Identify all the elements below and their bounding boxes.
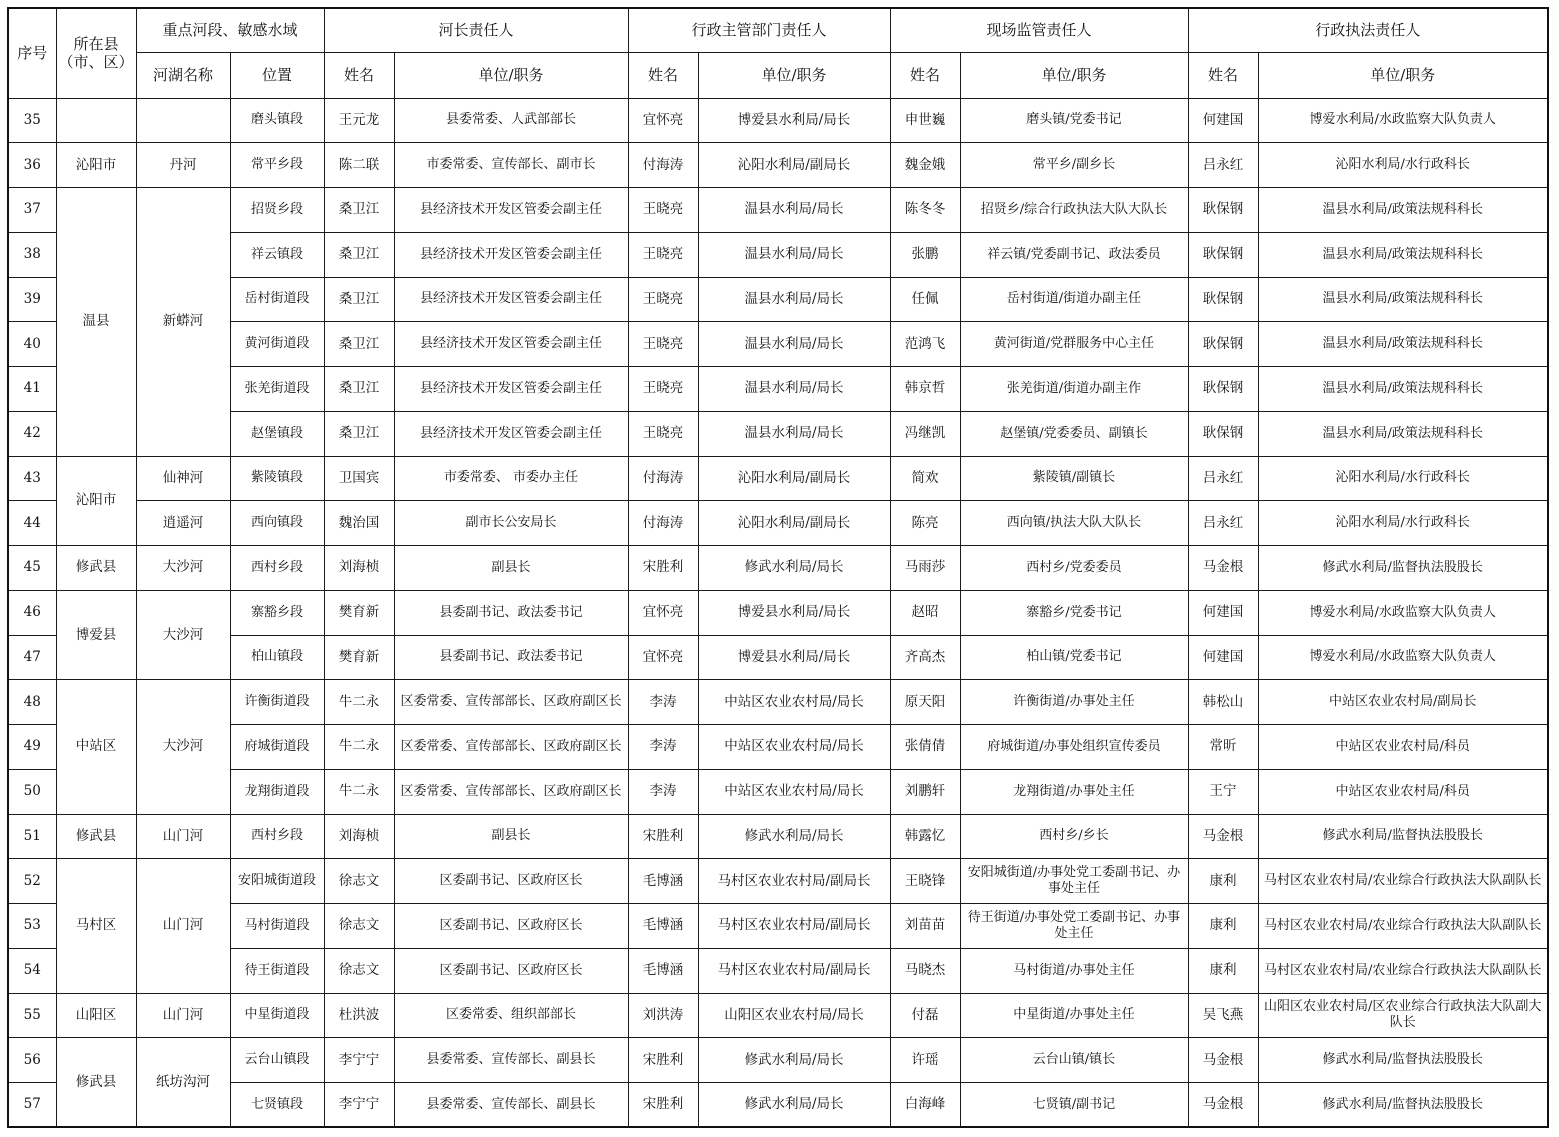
enforcer-unit-cell: 博爱水利局/水政监察大队负责人 xyxy=(1258,590,1548,635)
table-row xyxy=(8,546,1548,591)
river-chief-name-cell: 刘海桢 xyxy=(324,814,394,859)
supervisor-name-cell: 刘鹏轩 xyxy=(890,769,960,814)
seq-cell: 46 xyxy=(8,590,56,635)
enforcer-name-cell: 耿保钢 xyxy=(1188,411,1258,456)
seq-cell: 48 xyxy=(8,680,56,725)
enforcer-name-cell: 吕永红 xyxy=(1188,456,1258,501)
river-chief-unit-cell: 县经济技术开发区管委会副主任 xyxy=(394,322,628,367)
river-chief-unit-cell: 区委常委、宣传部部长、区政府副区长 xyxy=(394,680,628,725)
river-chief-name-cell: 牛二永 xyxy=(324,769,394,814)
supervisor-unit-cell: 祥云镇/党委副书记、政法委员 xyxy=(960,232,1188,277)
admin-name-cell: 王晓亮 xyxy=(628,411,698,456)
seq-cell: 37 xyxy=(8,188,56,233)
enforcer-name-cell: 马金根 xyxy=(1188,546,1258,591)
enforcer-unit-cell: 温县水利局/政策法规科科长 xyxy=(1258,188,1548,233)
county-cell: 温县 xyxy=(56,188,136,457)
river-chief-name-cell: 刘海桢 xyxy=(324,546,394,591)
admin-unit-cell: 马村区农业农村局/副局长 xyxy=(698,948,890,993)
supervisor-unit-cell: 云台山镇/镇长 xyxy=(960,1038,1188,1083)
location-cell: 招贤乡段 xyxy=(230,188,324,233)
county-cell: 修武县 xyxy=(56,546,136,591)
river-chief-name-cell: 桑卫江 xyxy=(324,322,394,367)
location-cell: 云台山镇段 xyxy=(230,1038,324,1083)
admin-name-cell: 王晓亮 xyxy=(628,322,698,367)
enforcer-unit-cell: 温县水利局/政策法规科科长 xyxy=(1258,232,1548,277)
admin-name-cell: 宜怀亮 xyxy=(628,98,698,143)
admin-unit-cell: 中站区农业农村局/局长 xyxy=(698,725,890,770)
admin-unit-cell: 马村区农业农村局/副局长 xyxy=(698,859,890,904)
admin-unit-cell: 温县水利局/局长 xyxy=(698,411,890,456)
supervisor-name-cell: 刘苗苗 xyxy=(890,904,960,949)
seq-cell: 44 xyxy=(8,501,56,546)
enforcer-unit-cell: 温县水利局/政策法规科科长 xyxy=(1258,277,1548,322)
supervisor-unit-cell: 寨豁乡/党委书记 xyxy=(960,590,1188,635)
admin-unit-cell: 修武水利局/局长 xyxy=(698,546,890,591)
supervisor-unit-cell: 许衡街道/办事处主任 xyxy=(960,680,1188,725)
supervisor-name-cell: 韩露忆 xyxy=(890,814,960,859)
table-row xyxy=(8,143,1548,188)
enforcer-name-cell: 康利 xyxy=(1188,904,1258,949)
location-cell: 柏山镇段 xyxy=(230,635,324,680)
header-unit-post: 单位/职务 xyxy=(698,52,890,98)
enforcer-name-cell: 王宁 xyxy=(1188,769,1258,814)
supervisor-unit-cell: 西村乡/党委委员 xyxy=(960,546,1188,591)
admin-unit-cell: 沁阳水利局/副局长 xyxy=(698,501,890,546)
enforcer-unit-cell: 温县水利局/政策法规科科长 xyxy=(1258,367,1548,412)
river-chief-name-cell: 陈二联 xyxy=(324,143,394,188)
county-cell: 山阳区 xyxy=(56,993,136,1038)
enforcer-unit-cell: 沁阳水利局/水行政科长 xyxy=(1258,456,1548,501)
enforcer-name-cell: 耿保钢 xyxy=(1188,367,1258,412)
river-chief-unit-cell: 市委常委、宣传部长、副市长 xyxy=(394,143,628,188)
river-chief-unit-cell: 副市长公安局长 xyxy=(394,501,628,546)
supervisor-unit-cell: 马村街道/办事处主任 xyxy=(960,948,1188,993)
table-row xyxy=(8,98,1548,143)
river-chief-unit-cell: 副县长 xyxy=(394,814,628,859)
admin-unit-cell: 博爱县水利局/局长 xyxy=(698,635,890,680)
admin-unit-cell: 马村区农业农村局/副局长 xyxy=(698,904,890,949)
admin-unit-cell: 博爱县水利局/局长 xyxy=(698,98,890,143)
seq-cell: 38 xyxy=(8,232,56,277)
river-chief-unit-cell: 县委常委、宣传部长、副县长 xyxy=(394,1083,628,1128)
enforcer-unit-cell: 修武水利局/监督执法股股长 xyxy=(1258,814,1548,859)
river-chief-name-cell: 桑卫江 xyxy=(324,188,394,233)
admin-name-cell: 宋胜利 xyxy=(628,814,698,859)
river-chief-unit-cell: 区委副书记、区政府区长 xyxy=(394,904,628,949)
table-row xyxy=(8,501,1548,546)
supervisor-unit-cell: 招贤乡/综合行政执法大队大队长 xyxy=(960,188,1188,233)
river-chief-unit-cell: 区委常委、宣传部部长、区政府副区长 xyxy=(394,725,628,770)
river-chief-unit-cell: 县经济技术开发区管委会副主任 xyxy=(394,188,628,233)
supervisor-name-cell: 许瑶 xyxy=(890,1038,960,1083)
enforcer-name-cell: 吕永红 xyxy=(1188,143,1258,188)
river-chief-name-cell: 魏治国 xyxy=(324,501,394,546)
supervisor-name-cell: 齐高杰 xyxy=(890,635,960,680)
admin-name-cell: 毛博涵 xyxy=(628,904,698,949)
supervisor-name-cell: 申世巍 xyxy=(890,98,960,143)
admin-unit-cell: 沁阳水利局/副局长 xyxy=(698,143,890,188)
river-chief-unit-cell: 县委常委、人武部部长 xyxy=(394,98,628,143)
enforcer-unit-cell: 山阳区农业农村局/区农业综合行政执法大队副大队长 xyxy=(1258,993,1548,1038)
river-name-cell: 纸坊沟河 xyxy=(136,1038,230,1128)
river-chief-unit-cell: 县委常委、宣传部长、副县长 xyxy=(394,1038,628,1083)
table-row xyxy=(8,232,1548,277)
admin-name-cell: 李涛 xyxy=(628,725,698,770)
river-chief-unit-cell: 县经济技术开发区管委会副主任 xyxy=(394,411,628,456)
river-chief-unit-cell: 区委常委、宣传部部长、区政府副区长 xyxy=(394,769,628,814)
header-unit-post: 单位/职务 xyxy=(394,52,628,98)
supervisor-unit-cell: 西向镇/执法大队大队长 xyxy=(960,501,1188,546)
enforcer-name-cell: 吕永红 xyxy=(1188,501,1258,546)
admin-unit-cell: 温县水利局/局长 xyxy=(698,322,890,367)
county-cell: 中站区 xyxy=(56,680,136,814)
table-row xyxy=(8,993,1548,1038)
river-name-cell: 大沙河 xyxy=(136,590,230,680)
header-seq: 序号 xyxy=(8,8,56,98)
table-body xyxy=(8,98,1548,1127)
admin-name-cell: 宜怀亮 xyxy=(628,590,698,635)
river-chief-unit-cell: 副县长 xyxy=(394,546,628,591)
admin-name-cell: 王晓亮 xyxy=(628,232,698,277)
supervisor-unit-cell: 待王街道/办事处党工委副书记、办事处主任 xyxy=(960,904,1188,949)
supervisor-name-cell: 陈亮 xyxy=(890,501,960,546)
header-river-chief: 河长责任人 xyxy=(324,8,628,52)
admin-name-cell: 王晓亮 xyxy=(628,367,698,412)
supervisor-unit-cell: 中星街道/办事处主任 xyxy=(960,993,1188,1038)
county-cell xyxy=(56,98,136,143)
seq-cell: 43 xyxy=(8,456,56,501)
seq-cell: 39 xyxy=(8,277,56,322)
river-name-cell: 逍遥河 xyxy=(136,501,230,546)
seq-cell: 52 xyxy=(8,859,56,904)
supervisor-unit-cell: 张羌街道/街道办副主作 xyxy=(960,367,1188,412)
enforcer-unit-cell: 温县水利局/政策法规科科长 xyxy=(1258,411,1548,456)
supervisor-name-cell: 白海峰 xyxy=(890,1083,960,1128)
supervisor-unit-cell: 紫陵镇/副镇长 xyxy=(960,456,1188,501)
enforcer-name-cell: 韩松山 xyxy=(1188,680,1258,725)
admin-unit-cell: 沁阳水利局/副局长 xyxy=(698,456,890,501)
enforcer-name-cell: 马金根 xyxy=(1188,1083,1258,1128)
seq-cell: 57 xyxy=(8,1083,56,1128)
location-cell: 龙翔街道段 xyxy=(230,769,324,814)
admin-unit-cell: 温县水利局/局长 xyxy=(698,188,890,233)
river-chief-unit-cell: 区委副书记、区政府区长 xyxy=(394,948,628,993)
supervisor-name-cell: 冯继凯 xyxy=(890,411,960,456)
location-cell: 许衡街道段 xyxy=(230,680,324,725)
enforcer-name-cell: 何建国 xyxy=(1188,590,1258,635)
header-name: 姓名 xyxy=(628,52,698,98)
header-location: 位置 xyxy=(230,52,324,98)
supervisor-unit-cell: 龙翔街道/办事处主任 xyxy=(960,769,1188,814)
enforcer-unit-cell: 修武水利局/监督执法股股长 xyxy=(1258,1038,1548,1083)
river-chief-name-cell: 卫国宾 xyxy=(324,456,394,501)
enforcer-name-cell: 康利 xyxy=(1188,859,1258,904)
admin-name-cell: 付海涛 xyxy=(628,143,698,188)
table-row xyxy=(8,904,1548,949)
river-chief-name-cell: 桑卫江 xyxy=(324,232,394,277)
enforcer-name-cell: 耿保钢 xyxy=(1188,232,1258,277)
county-cell: 沁阳市 xyxy=(56,143,136,188)
responsibility-table-sheet xyxy=(7,7,1549,1128)
enforcer-unit-cell: 博爱水利局/水政监察大队负责人 xyxy=(1258,635,1548,680)
table-row xyxy=(8,1083,1548,1128)
county-cell: 马村区 xyxy=(56,859,136,993)
enforcer-name-cell: 常昕 xyxy=(1188,725,1258,770)
river-name-cell: 新蟒河 xyxy=(136,188,230,457)
river-chief-unit-cell: 区委副书记、区政府区长 xyxy=(394,859,628,904)
seq-cell: 51 xyxy=(8,814,56,859)
enforcer-unit-cell: 温县水利局/政策法规科科长 xyxy=(1258,322,1548,367)
header-name: 姓名 xyxy=(324,52,394,98)
supervisor-unit-cell: 安阳城街道/办事处党工委副书记、办事处主任 xyxy=(960,859,1188,904)
responsibility-table xyxy=(7,7,1549,1128)
river-chief-name-cell: 樊育新 xyxy=(324,590,394,635)
river-name-cell: 山门河 xyxy=(136,859,230,993)
admin-name-cell: 宋胜利 xyxy=(628,1038,698,1083)
header-site-supervisor: 现场监管责任人 xyxy=(890,8,1188,52)
seq-cell: 41 xyxy=(8,367,56,412)
enforcer-unit-cell: 马村区农业农村局/农业综合行政执法大队副队长 xyxy=(1258,948,1548,993)
enforcer-unit-cell: 修武水利局/监督执法股股长 xyxy=(1258,1083,1548,1128)
enforcer-name-cell: 康利 xyxy=(1188,948,1258,993)
header-water: 重点河段、敏感水域 xyxy=(136,8,324,52)
header-county: 所在县（市、区） xyxy=(56,8,136,98)
enforcer-unit-cell: 中站区农业农村局/副局长 xyxy=(1258,680,1548,725)
location-cell: 磨头镇段 xyxy=(230,98,324,143)
location-cell: 府城街道段 xyxy=(230,725,324,770)
admin-name-cell: 毛博涵 xyxy=(628,859,698,904)
table-row xyxy=(8,367,1548,412)
supervisor-name-cell: 任佩 xyxy=(890,277,960,322)
enforcer-unit-cell: 马村区农业农村局/农业综合行政执法大队副队长 xyxy=(1258,904,1548,949)
table-row xyxy=(8,680,1548,725)
county-cell: 博爱县 xyxy=(56,590,136,680)
supervisor-unit-cell: 岳村街道/街道办副主任 xyxy=(960,277,1188,322)
admin-name-cell: 宋胜利 xyxy=(628,546,698,591)
table-row xyxy=(8,322,1548,367)
location-cell: 黄河街道段 xyxy=(230,322,324,367)
admin-unit-cell: 温县水利局/局长 xyxy=(698,232,890,277)
enforcer-name-cell: 何建国 xyxy=(1188,635,1258,680)
table-header xyxy=(8,8,1548,98)
location-cell: 紫陵镇段 xyxy=(230,456,324,501)
location-cell: 马村街道段 xyxy=(230,904,324,949)
location-cell: 岳村街道段 xyxy=(230,277,324,322)
river-chief-name-cell: 牛二永 xyxy=(324,725,394,770)
location-cell: 七贤镇段 xyxy=(230,1083,324,1128)
table-row xyxy=(8,769,1548,814)
supervisor-unit-cell: 赵堡镇/党委委员、副镇长 xyxy=(960,411,1188,456)
admin-unit-cell: 温县水利局/局长 xyxy=(698,277,890,322)
river-name-cell: 仙神河 xyxy=(136,456,230,501)
river-chief-name-cell: 李宁宁 xyxy=(324,1083,394,1128)
supervisor-unit-cell: 西村乡/乡长 xyxy=(960,814,1188,859)
location-cell: 寨豁乡段 xyxy=(230,590,324,635)
seq-cell: 35 xyxy=(8,98,56,143)
river-name-cell xyxy=(136,98,230,143)
river-chief-unit-cell: 县委副书记、政法委书记 xyxy=(394,590,628,635)
location-cell: 祥云镇段 xyxy=(230,232,324,277)
supervisor-unit-cell: 柏山镇/党委书记 xyxy=(960,635,1188,680)
table-row xyxy=(8,814,1548,859)
river-chief-unit-cell: 县经济技术开发区管委会副主任 xyxy=(394,232,628,277)
admin-unit-cell: 博爱县水利局/局长 xyxy=(698,590,890,635)
seq-cell: 50 xyxy=(8,769,56,814)
county-cell: 修武县 xyxy=(56,1038,136,1128)
enforcer-unit-cell: 沁阳水利局/水行政科长 xyxy=(1258,501,1548,546)
enforcer-name-cell: 马金根 xyxy=(1188,1038,1258,1083)
location-cell: 赵堡镇段 xyxy=(230,411,324,456)
location-cell: 常平乡段 xyxy=(230,143,324,188)
river-chief-unit-cell: 市委常委、 市委办主任 xyxy=(394,456,628,501)
seq-cell: 47 xyxy=(8,635,56,680)
river-chief-name-cell: 徐志文 xyxy=(324,948,394,993)
admin-name-cell: 宋胜利 xyxy=(628,1083,698,1128)
supervisor-unit-cell: 黄河街道/党群服务中心主任 xyxy=(960,322,1188,367)
header-law-enforcement: 行政执法责任人 xyxy=(1188,8,1548,52)
supervisor-name-cell: 简欢 xyxy=(890,456,960,501)
enforcer-unit-cell: 中站区农业农村局/科员 xyxy=(1258,725,1548,770)
admin-unit-cell: 修武水利局/局长 xyxy=(698,1083,890,1128)
river-chief-name-cell: 桑卫江 xyxy=(324,367,394,412)
table-row xyxy=(8,725,1548,770)
river-chief-name-cell: 牛二永 xyxy=(324,680,394,725)
supervisor-name-cell: 马晓杰 xyxy=(890,948,960,993)
table-row xyxy=(8,590,1548,635)
supervisor-unit-cell: 磨头镇/党委书记 xyxy=(960,98,1188,143)
supervisor-name-cell: 陈冬冬 xyxy=(890,188,960,233)
river-chief-unit-cell: 县委副书记、政法委书记 xyxy=(394,635,628,680)
seq-cell: 36 xyxy=(8,143,56,188)
county-cell: 修武县 xyxy=(56,814,136,859)
river-name-cell: 大沙河 xyxy=(136,546,230,591)
enforcer-name-cell: 耿保钢 xyxy=(1188,277,1258,322)
table-row xyxy=(8,859,1548,904)
river-chief-name-cell: 李宁宁 xyxy=(324,1038,394,1083)
enforcer-name-cell: 耿保钢 xyxy=(1188,322,1258,367)
admin-name-cell: 毛博涵 xyxy=(628,948,698,993)
supervisor-name-cell: 张倩倩 xyxy=(890,725,960,770)
location-cell: 安阳城街道段 xyxy=(230,859,324,904)
table-row xyxy=(8,456,1548,501)
enforcer-unit-cell: 中站区农业农村局/科员 xyxy=(1258,769,1548,814)
river-name-cell: 大沙河 xyxy=(136,680,230,814)
river-chief-name-cell: 徐志文 xyxy=(324,904,394,949)
river-name-cell: 丹河 xyxy=(136,143,230,188)
admin-unit-cell: 温县水利局/局长 xyxy=(698,367,890,412)
table-row xyxy=(8,1038,1548,1083)
admin-unit-cell: 中站区农业农村局/局长 xyxy=(698,769,890,814)
admin-unit-cell: 中站区农业农村局/局长 xyxy=(698,680,890,725)
location-cell: 西村乡段 xyxy=(230,814,324,859)
location-cell: 待王街道段 xyxy=(230,948,324,993)
location-cell: 张羌街道段 xyxy=(230,367,324,412)
admin-name-cell: 刘洪涛 xyxy=(628,993,698,1038)
supervisor-name-cell: 魏金娥 xyxy=(890,143,960,188)
table-row xyxy=(8,635,1548,680)
admin-name-cell: 李涛 xyxy=(628,769,698,814)
admin-unit-cell: 修武水利局/局长 xyxy=(698,814,890,859)
enforcer-unit-cell: 博爱水利局/水政监察大队负责人 xyxy=(1258,98,1548,143)
enforcer-unit-cell: 沁阳水利局/水行政科长 xyxy=(1258,143,1548,188)
header-unit-post: 单位/职务 xyxy=(960,52,1188,98)
river-chief-name-cell: 桑卫江 xyxy=(324,411,394,456)
enforcer-name-cell: 耿保钢 xyxy=(1188,188,1258,233)
admin-name-cell: 王晓亮 xyxy=(628,188,698,233)
seq-cell: 42 xyxy=(8,411,56,456)
supervisor-unit-cell: 七贤镇/副书记 xyxy=(960,1083,1188,1128)
seq-cell: 54 xyxy=(8,948,56,993)
admin-name-cell: 李涛 xyxy=(628,680,698,725)
header-river-name: 河湖名称 xyxy=(136,52,230,98)
supervisor-name-cell: 马雨莎 xyxy=(890,546,960,591)
river-chief-name-cell: 徐志文 xyxy=(324,859,394,904)
location-cell: 西村乡段 xyxy=(230,546,324,591)
supervisor-unit-cell: 常平乡/副乡长 xyxy=(960,143,1188,188)
header-unit-post: 单位/职务 xyxy=(1258,52,1548,98)
river-chief-name-cell: 桑卫江 xyxy=(324,277,394,322)
river-chief-unit-cell: 县经济技术开发区管委会副主任 xyxy=(394,277,628,322)
location-cell: 西向镇段 xyxy=(230,501,324,546)
seq-cell: 45 xyxy=(8,546,56,591)
supervisor-name-cell: 付磊 xyxy=(890,993,960,1038)
admin-name-cell: 宜怀亮 xyxy=(628,635,698,680)
enforcer-name-cell: 吴飞燕 xyxy=(1188,993,1258,1038)
header-admin-dept: 行政主管部门责任人 xyxy=(628,8,890,52)
enforcer-name-cell: 何建国 xyxy=(1188,98,1258,143)
river-chief-unit-cell: 县经济技术开发区管委会副主任 xyxy=(394,367,628,412)
enforcer-unit-cell: 马村区农业农村局/农业综合行政执法大队副队长 xyxy=(1258,859,1548,904)
enforcer-name-cell: 马金根 xyxy=(1188,814,1258,859)
seq-cell: 56 xyxy=(8,1038,56,1083)
seq-cell: 40 xyxy=(8,322,56,367)
admin-unit-cell: 修武水利局/局长 xyxy=(698,1038,890,1083)
supervisor-name-cell: 张鹏 xyxy=(890,232,960,277)
seq-cell: 49 xyxy=(8,725,56,770)
river-chief-name-cell: 王元龙 xyxy=(324,98,394,143)
header-name: 姓名 xyxy=(1188,52,1258,98)
supervisor-name-cell: 韩京哲 xyxy=(890,367,960,412)
supervisor-name-cell: 王晓锋 xyxy=(890,859,960,904)
seq-cell: 53 xyxy=(8,904,56,949)
table-row xyxy=(8,948,1548,993)
admin-name-cell: 王晓亮 xyxy=(628,277,698,322)
river-chief-unit-cell: 区委常委、组织部部长 xyxy=(394,993,628,1038)
river-name-cell: 山门河 xyxy=(136,814,230,859)
river-name-cell: 山门河 xyxy=(136,993,230,1038)
river-chief-name-cell: 杜洪波 xyxy=(324,993,394,1038)
admin-unit-cell: 山阳区农业农村局/局长 xyxy=(698,993,890,1038)
table-row xyxy=(8,411,1548,456)
river-chief-name-cell: 樊育新 xyxy=(324,635,394,680)
seq-cell: 55 xyxy=(8,993,56,1038)
location-cell: 中星街道段 xyxy=(230,993,324,1038)
supervisor-unit-cell: 府城街道/办事处组织宣传委员 xyxy=(960,725,1188,770)
enforcer-unit-cell: 修武水利局/监督执法股股长 xyxy=(1258,546,1548,591)
table-row xyxy=(8,188,1548,233)
supervisor-name-cell: 原天阳 xyxy=(890,680,960,725)
supervisor-name-cell: 范鸿飞 xyxy=(890,322,960,367)
admin-name-cell: 付海涛 xyxy=(628,456,698,501)
county-cell: 沁阳市 xyxy=(56,456,136,546)
supervisor-name-cell: 赵昭 xyxy=(890,590,960,635)
admin-name-cell: 付海涛 xyxy=(628,501,698,546)
table-row xyxy=(8,277,1548,322)
header-name: 姓名 xyxy=(890,52,960,98)
